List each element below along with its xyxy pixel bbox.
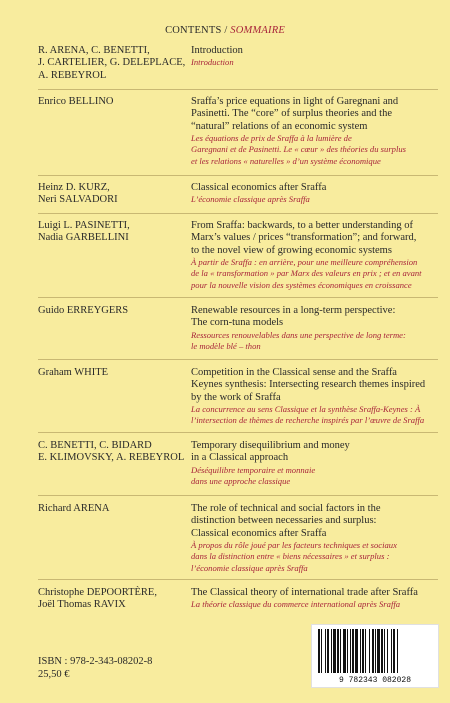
isbn-block <box>38 655 152 681</box>
entry-title-en: Introduction <box>191 45 243 56</box>
entry-title-fr: Introduction <box>191 57 234 68</box>
barcode-bar <box>355 629 358 673</box>
barcode-bar <box>352 629 354 673</box>
entry-titles <box>191 305 441 352</box>
barcode-bar <box>340 629 341 673</box>
barcode-bar <box>387 629 388 673</box>
price: 25,50 € <box>38 669 70 680</box>
sommaire-label: SOMMAIRE <box>230 25 285 36</box>
entry-divider <box>38 89 438 90</box>
entry-title-fr: La concurrence au sens Classique et la synthèse Sraffa-Keynes : À l’intersection de thèmes de recherche inspirés par l’œuvre de Sraffa <box>191 404 425 426</box>
barcode-bar <box>397 629 398 673</box>
barcode-bar <box>327 629 329 673</box>
barcode-digits: 9 782343 082028 <box>338 676 411 685</box>
barcode-bar <box>343 629 346 673</box>
barcode-bars-icon <box>316 629 434 673</box>
entry-title-fr: Déséquilibre temporaire et monnaie dans une approche classique <box>191 464 316 487</box>
entry-divider <box>38 432 438 433</box>
entry-authors: C. BENETTI, C. BIDARD E. KLIMOVSKY, A. REBEYROL <box>38 440 185 464</box>
entry-title-fr: À partir de Sraffa : en arrière, pour une meilleure compréhension de la « transformation » par Marx des valeurs en prix ; et en avant pour la nouvelle vision des systèmes économiques en croissance <box>191 257 422 290</box>
barcode-bar <box>362 629 364 673</box>
entry-divider <box>38 579 438 580</box>
contents-label: CONTENTS / <box>165 25 228 36</box>
entry-authors: Heinz D. KURZ, Neri SALVADORI <box>38 182 118 206</box>
entry-titles <box>191 503 441 574</box>
barcode-bar <box>365 629 366 673</box>
entry-title-en: Classical economics after Sraffa <box>191 182 327 193</box>
contents-header <box>0 25 450 36</box>
barcode-bar <box>347 629 348 673</box>
barcode-bar <box>337 629 339 673</box>
barcode-bar <box>377 629 380 673</box>
barcode-bar <box>318 629 320 673</box>
barcode-bar <box>391 629 392 673</box>
entry-title-en: The role of technical and social factors in the distinction between necessaries and surplus: Classical economics after Sraffa <box>191 503 381 539</box>
barcode-bar <box>331 629 332 673</box>
entry-title-en: Renewable resources in a long-term perspective: The corn-tuna models <box>191 305 396 329</box>
entry-titles <box>191 587 441 611</box>
entry-title-fr: La théorie classique du commerce international après Sraffa <box>191 599 401 610</box>
entry-title-en: Temporary disequilibrium and money in a Classical approach <box>191 440 350 464</box>
entry-divider <box>38 175 438 176</box>
entry-title-fr: L’économie classique après Sraffa <box>191 194 310 205</box>
entry-title-fr: Les équations de prix de Sraffa à la lumière de Garegnani et de Pasinetti. Le « cœur » des théories du surplus et les relations « naturelles » d’un système économique <box>191 133 406 166</box>
entry-title-en: Sraffa’s price equations in light of Garegnani and Pasinetti. The “core” of surplus theories and the “natural” relations of an economic system <box>191 96 399 132</box>
barcode-bar <box>393 629 395 673</box>
entry-divider <box>38 297 438 298</box>
entry-authors: Enrico BELLINO <box>38 96 114 107</box>
barcode-bar <box>350 629 351 673</box>
entry-title-en: From Sraffa: backwards, to a better understanding of Marx’s values / prices “transformation”; and forward, to the novel view of growing economic systems <box>191 220 417 256</box>
barcode-bar <box>333 629 336 673</box>
barcode-bar <box>384 629 385 673</box>
barcode-bar <box>372 629 374 673</box>
isbn-number: ISBN : 978-2-343-08202-8 <box>38 656 153 667</box>
entry-titles <box>191 440 441 487</box>
entry-titles <box>191 367 441 427</box>
entry-authors: Richard ARENA <box>38 503 110 514</box>
entry-title-en: Competition in the Classical sense and the Sraffa Keynes synthesis: Intersecting research themes inspired by the work of Sraffa <box>191 367 426 403</box>
entry-titles <box>191 96 441 167</box>
entry-title-fr: À propos du rôle joué par les facteurs techniques et sociaux dans la distinction entre « biens nécessaires » et surplus : l’économie classique après Sraffa <box>191 540 397 573</box>
entry-divider <box>38 213 438 214</box>
entry-authors: Guido ERREYGERS <box>38 305 129 316</box>
entry-titles <box>191 220 441 291</box>
barcode-bar <box>375 629 376 673</box>
entry-authors: Christophe DEPOORTÈRE, Joël Thomas RAVIX <box>38 587 157 611</box>
entry-title-fr: Ressources renouvelables dans une perspective de long terme: le modèle blé – thon <box>191 329 406 352</box>
entry-divider <box>38 359 438 360</box>
barcode <box>311 624 439 688</box>
barcode-bar <box>325 629 326 673</box>
barcode-bar <box>321 629 322 673</box>
entry-titles <box>191 45 441 69</box>
entry-authors: R. ARENA, C. BENETTI, J. CARTELIER, G. DELEPLACE, A. REBEYROL <box>38 45 186 81</box>
entry-titles <box>191 182 441 206</box>
barcode-bar <box>360 629 361 673</box>
barcode-bar <box>381 629 383 673</box>
entry-authors: Luigi L. PASINETTI, Nadia GARBELLINI <box>38 220 130 244</box>
entry-title-en: The Classical theory of international trade after Sraffa <box>191 587 418 598</box>
entry-divider <box>38 495 438 496</box>
entry-authors: Graham WHITE <box>38 367 109 378</box>
barcode-bar <box>369 629 370 673</box>
